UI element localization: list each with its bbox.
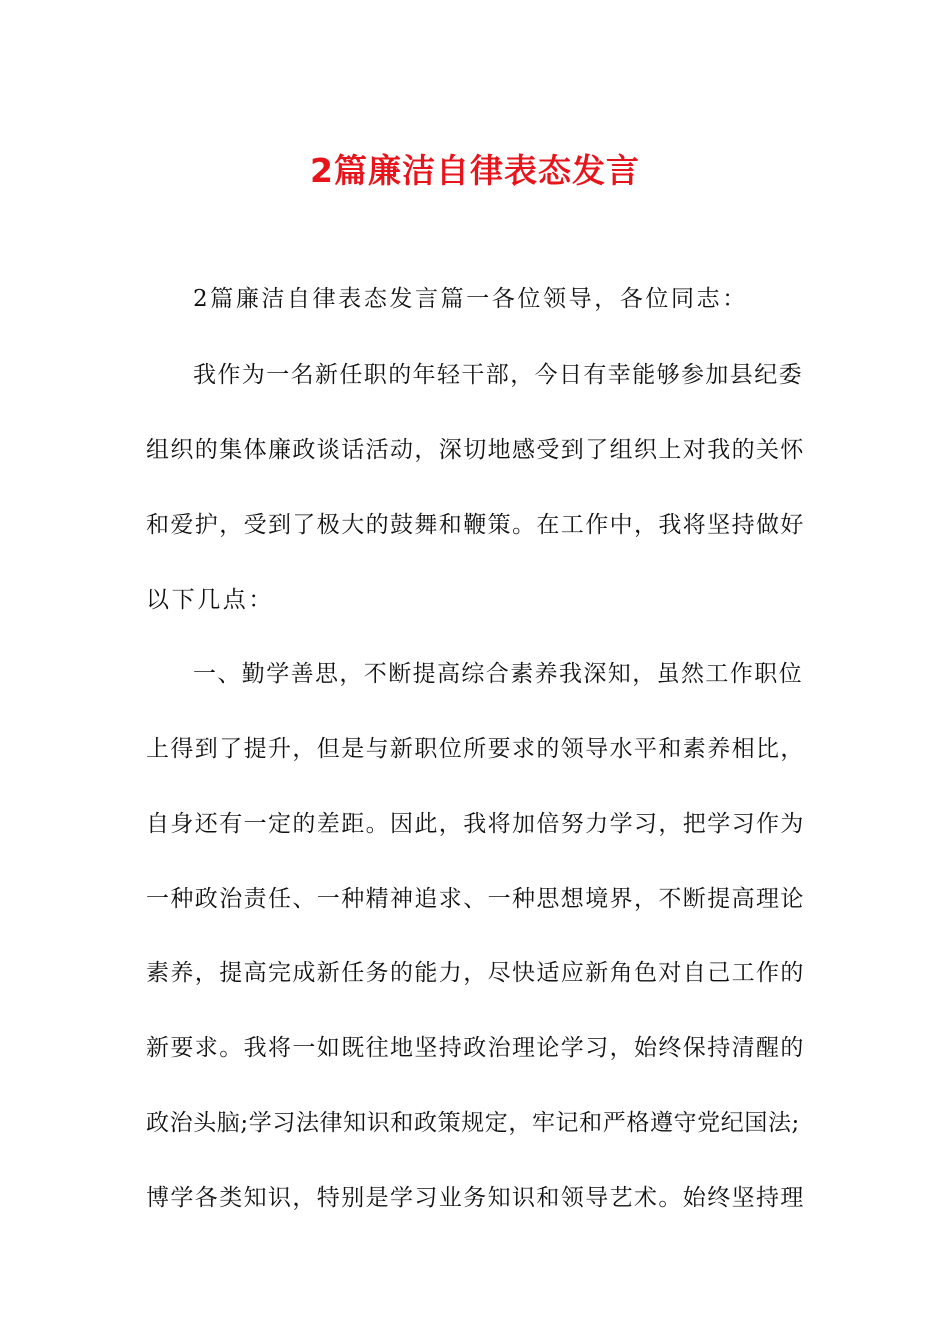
paragraph-line: 我作为一名新任职的年轻干部，今日有幸能够参加县纪委 <box>193 362 803 388</box>
paragraph-line: 上得到了提升，但是与新职位所要求的领导水平和素养相比， <box>146 736 805 762</box>
paragraph-line: 新要求。我将一如既往地坚持政治理论学习，始终保持清醒的 <box>146 1035 805 1061</box>
paragraph-line: 以下几点： <box>146 587 274 613</box>
paragraph-line: 组织的集体廉政谈话活动，深切地感受到了组织上对我的关怀 <box>146 437 805 463</box>
document-title: 2篇廉洁自律表态发言 <box>310 151 640 190</box>
paragraph-line: 素养，提高完成新任务的能力，尽快适应新角色对自己工作的 <box>146 960 805 986</box>
paragraph-line: 和爱护，受到了极大的鼓舞和鞭策。在工作中，我将坚持做好 <box>146 512 805 538</box>
paragraph-line: 一种政治责任、一种精神追求、一种思想境界，不断提高理论 <box>146 886 805 912</box>
paragraph-line: 自身还有一定的差距。因此，我将加倍努力学习，把学习作为 <box>146 811 805 837</box>
paragraph-line: 一、勤学善思，不断提高综合素养我深知，虽然工作职位 <box>193 661 803 687</box>
paragraph-line: 政治头脑;学习法律知识和政策规定，牢记和严格遵守党纪国法; <box>146 1110 800 1136</box>
paragraph-line: 2篇廉洁自律表态发言篇一各位领导，各位同志： <box>193 286 748 312</box>
paragraph-line: 博学各类知识，特别是学习业务知识和领导艺术。始终坚持理 <box>146 1185 805 1211</box>
